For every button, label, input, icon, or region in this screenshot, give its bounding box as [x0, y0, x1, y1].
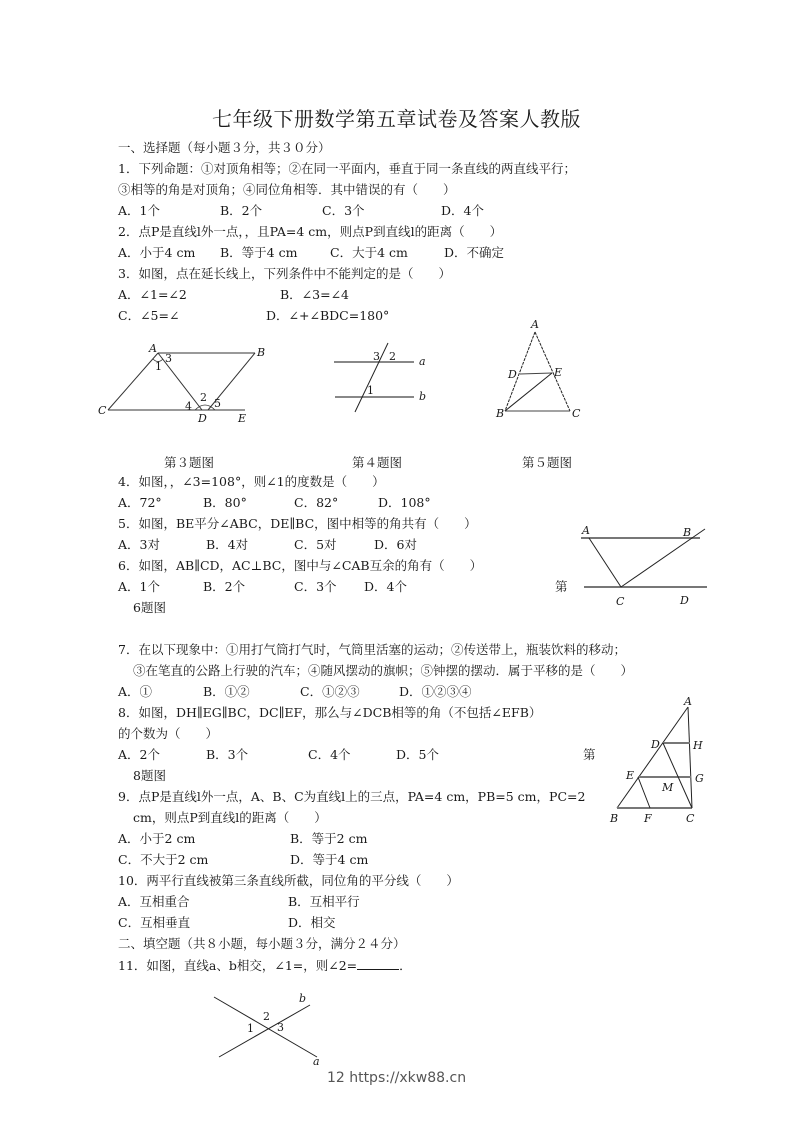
- q6-stem: 6．如图，AB∥CD，AC⊥BC，图中与∠CAB互余的角有（ ）: [118, 558, 483, 573]
- q4-option-b: B．80°: [203, 495, 247, 510]
- q6-caption-part2: 6题图: [133, 600, 166, 615]
- q9-stem-line1: 9．点P是直线l外一点，A、B、C为直线l上的三点，PA=4 cm，PB=5 cm，PC=2: [118, 789, 586, 804]
- svg-text:1: 1: [155, 360, 162, 373]
- svg-text:M: M: [662, 781, 674, 794]
- q11-stem: [118, 957, 412, 974]
- q3-option-c: C．∠5=∠: [118, 308, 180, 323]
- fig3-label-c: C: [98, 404, 107, 417]
- figure-6-diagram: [575, 520, 715, 610]
- q3-stem: 3．如图，点在延长线上，下列条件中不能判定的是（ ）: [118, 266, 451, 281]
- q8-option-d: D．5个: [396, 747, 439, 762]
- q1-stem-line1: 1．下列命题：①对顶角相等；②在同一平面内，垂直于同一条直线的两直线平行；: [118, 161, 576, 176]
- svg-text:C: C: [616, 595, 625, 608]
- figure-4-caption: 第４题图: [352, 455, 403, 470]
- svg-text:B: B: [683, 526, 692, 539]
- q11-stem-end: ．: [399, 958, 412, 973]
- svg-text:4: 4: [185, 400, 192, 413]
- q3-option-b: B．∠3=∠4: [280, 287, 350, 302]
- q6-caption-part1: 第: [555, 579, 568, 594]
- q8-option-c: C．4个: [308, 747, 351, 762]
- q9-option-c: C．不大于2 cm: [118, 852, 209, 867]
- q8-option-b: B．3个: [206, 747, 249, 762]
- svg-text:A: A: [531, 318, 539, 331]
- q2-option-d: D．不确定: [444, 245, 505, 260]
- svg-text:F: F: [644, 812, 652, 825]
- svg-text:B: B: [496, 407, 505, 420]
- q5-option-a: A．3对: [118, 537, 160, 552]
- fig3-label-a: A: [149, 342, 157, 355]
- q10-stem: 10．两平行直线被第三条直线所截，同位角的平分线（ ）: [118, 873, 459, 888]
- q11-stem-text: 11．如图，直线a、b相交，∠1=，则∠2=: [118, 958, 358, 973]
- figure-5-diagram: [490, 318, 590, 428]
- svg-text:2: 2: [389, 350, 396, 363]
- q5-option-c: C．5对: [294, 537, 337, 552]
- q2-stem: 2．点P是直线l外一点，，且PA=4 cm，则点P到直线l的距离（ ）: [118, 224, 503, 239]
- q7-option-c: C．①②③: [300, 684, 360, 699]
- svg-text:3: 3: [277, 1021, 284, 1034]
- figure-11-diagram: [205, 990, 335, 1068]
- svg-text:B: B: [610, 812, 619, 825]
- svg-text:3: 3: [165, 352, 172, 365]
- q1-option-b: B．2个: [220, 203, 263, 218]
- svg-text:A: A: [684, 695, 692, 708]
- q10-option-a: A．互相重合: [118, 894, 190, 909]
- svg-text:5: 5: [214, 397, 221, 410]
- q6-option-c: C．3个: [294, 579, 337, 594]
- svg-text:1: 1: [367, 384, 374, 397]
- svg-text:2: 2: [200, 391, 207, 404]
- q6-option-a: A．1个: [118, 579, 160, 594]
- q7-stem-line2: ③在笔直的公路上行驶的汽车；④随风摆动的旗帜；⑤钟摆的摆动．属于平移的是（ ）: [133, 663, 634, 678]
- q2-option-a: A．小于4 cm: [118, 245, 196, 260]
- figure-3-diagram: [95, 340, 265, 430]
- svg-text:C: C: [572, 407, 581, 420]
- svg-text:b: b: [299, 992, 307, 1005]
- q1-stem-line2: ③相等的角是对顶角；④同位角相等．其中错误的有（ ）: [118, 182, 456, 197]
- q3-option-a: A．∠1=∠2: [118, 287, 187, 302]
- figure-3-caption: 第３题图: [164, 455, 215, 470]
- q3-option-d: D．∠+∠BDC=180°: [266, 308, 390, 323]
- q11-answer-blank[interactable]: [357, 957, 399, 970]
- figure-5-caption: 第５题图: [522, 455, 573, 470]
- q6-option-d: D．4个: [364, 579, 407, 594]
- svg-text:2: 2: [263, 1010, 270, 1023]
- q5-stem: 5．如图，BE平分∠ABC，DE∥BC，图中相等的角共有（ ）: [118, 516, 477, 531]
- page-footer: 12 https://xkw88.cn: [326, 1070, 467, 1086]
- q10-option-b: B．互相平行: [288, 894, 360, 909]
- svg-text:D: D: [680, 594, 689, 607]
- q1-option-c: C．3个: [322, 203, 365, 218]
- svg-text:D: D: [651, 738, 660, 751]
- svg-text:3: 3: [373, 350, 380, 363]
- q5-option-d: D．6对: [374, 537, 417, 552]
- section2-heading: 二、填空题（共８小题，每小题３分，满分２４分）: [118, 936, 406, 951]
- svg-text:1: 1: [247, 1022, 254, 1035]
- q7-option-a: A．①: [118, 684, 153, 699]
- svg-text:H: H: [693, 739, 703, 752]
- svg-text:a: a: [419, 355, 426, 368]
- q5-option-b: B．4对: [206, 537, 249, 552]
- svg-text:C: C: [686, 812, 695, 825]
- q9-stem-line2: cm，则点P到直线l的距离（ ）: [133, 810, 327, 825]
- q9-option-d: D．等于4 cm: [290, 852, 369, 867]
- q4-option-c: C．82°: [294, 495, 339, 510]
- page-title: 七年级下册数学第五章试卷及答案人教版: [212, 107, 581, 131]
- q2-option-c: C．大于4 cm: [330, 245, 408, 260]
- q8-caption-part2: 8题图: [133, 768, 166, 783]
- svg-text:A: A: [582, 524, 590, 537]
- figure-4-diagram: [330, 340, 430, 420]
- section1-heading: 一、选择题（每小题３分，共３０分）: [118, 140, 331, 155]
- q9-option-b: B．等于2 cm: [290, 831, 368, 846]
- fig3-label-e: E: [238, 412, 247, 425]
- fig3-label-b: B: [257, 346, 266, 359]
- svg-text:E: E: [554, 366, 563, 379]
- q1-option-d: D．4个: [441, 203, 484, 218]
- q1-option-a: A．1个: [118, 203, 160, 218]
- q8-option-a: A．2个: [118, 747, 160, 762]
- svg-text:D: D: [508, 368, 517, 381]
- svg-text:a: a: [313, 1055, 320, 1068]
- q2-option-b: B．等于4 cm: [220, 245, 298, 260]
- svg-text:E: E: [626, 769, 635, 782]
- q9-option-a: A．小于2 cm: [118, 831, 196, 846]
- q7-option-d: D．①②③④: [399, 684, 472, 699]
- q7-option-b: B．①②: [203, 684, 250, 699]
- svg-text:G: G: [695, 772, 704, 785]
- q7-stem-line1: 7．在以下现象中：①用打气筒打气时，气筒里活塞的运动；②传送带上，瓶装饮料的移动；: [118, 642, 626, 657]
- q4-option-d: D．108°: [378, 495, 431, 510]
- q4-option-a: A．72°: [118, 495, 162, 510]
- fig3-label-d: D: [198, 412, 207, 425]
- q10-option-d: D．相交: [288, 915, 336, 930]
- q8-stem-line2: 的个数为（ ）: [118, 726, 219, 741]
- q8-caption-part1: 第: [583, 747, 596, 762]
- q4-stem: 4．如图，，∠3=108°，则∠1的度数是（ ）: [118, 474, 385, 489]
- q8-stem-line1: 8．如图，DH∥EG∥BC，DC∥EF，那么与∠DCB相等的角（不包括∠EFB）: [118, 705, 542, 720]
- q10-option-c: C．互相垂直: [118, 915, 191, 930]
- q6-option-b: B．2个: [203, 579, 246, 594]
- figure-8-diagram: [600, 693, 720, 828]
- svg-text:b: b: [419, 390, 427, 403]
